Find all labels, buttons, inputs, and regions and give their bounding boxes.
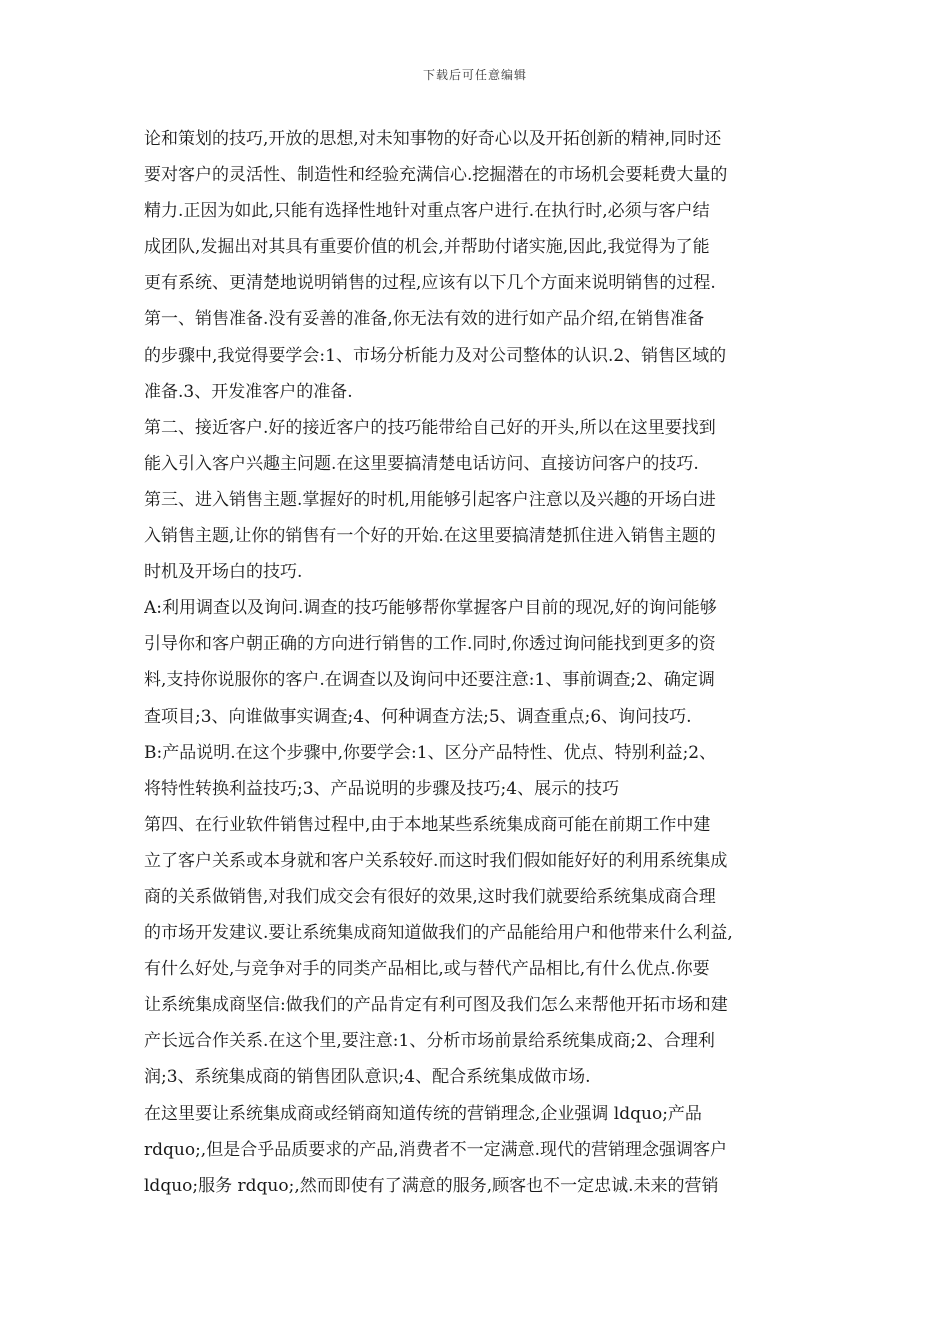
text-line: 第四、在行业软件销售过程中,由于本地某些系统集成商可能在前期工作中建: [144, 814, 711, 835]
text-line: 准备.3、开发准客户的准备.: [144, 381, 353, 402]
text-line: 更有系统、更清楚地说明销售的过程,应该有以下几个方面来说明销售的过程.: [144, 273, 716, 294]
text-line: 论和策划的技巧,开放的思想,对未知事物的好奇心以及开拓创新的精神,同时还: [144, 129, 722, 149]
text-line: ldquo;服务 rdquo;,然而即使有了满意的服务,顾客也不一定忠诚.未来的营销: [144, 1175, 719, 1196]
text-line: 让系统集成商坚信:做我们的产品肯定有利可图及我们怎么来帮他开拓市场和建: [144, 995, 728, 1016]
text-line: 商的关系做销售,对我们成交会有很好的效果,这时我们就要给系统集成商合理: [144, 886, 716, 907]
text-line: 将特性转换利益技巧;3、产品说明的步骤及技巧;4、展示的技巧: [144, 778, 620, 799]
text-line: 入销售主题,让你的销售有一个好的开始.在这里要搞清楚抓住进入销售主题的: [144, 526, 716, 547]
text-line: 能入引入客户兴趣主问题.在这里要搞清楚电话访问、直接访问客户的技巧.: [144, 453, 699, 474]
text-line: 第三、进入销售主题.掌握好的时机,用能够引起客户注意以及兴趣的开场白进: [144, 489, 716, 510]
text-line: 润;3、系统集成商的销售团队意识;4、配合系统集成做市场.: [144, 1067, 591, 1088]
text-line: rdquo;,但是合乎品质要求的产品,消费者不一定满意.现代的营销理念强调客户: [144, 1139, 728, 1160]
text-line: 要对客户的灵活性、制造性和经验充满信心.挖掘潜在的市场机会要耗费大量的: [144, 165, 728, 186]
text-line: 第一、销售准备.没有妥善的准备,你无法有效的进行如产品介绍,在销售准备: [144, 309, 705, 330]
text-line: B:产品说明.在这个步骤中,你要学会:1、区分产品特性、优点、特别利益;2、: [144, 742, 717, 763]
text-line: 时机及开场白的技巧.: [144, 562, 303, 583]
text-line: 精力.正因为如此,只能有选择性地针对重点客户进行.在执行时,必须与客户结: [144, 201, 710, 222]
text-line: 的步骤中,我觉得要学会:1、市场分析能力及对公司整体的认识.2、销售区域的: [144, 345, 727, 366]
text-line: 料,支持你说服你的客户.在调查以及询问中还要注意:1、事前调查;2、确定调: [144, 670, 715, 691]
text-line: 第二、接近客户.好的接近客户的技巧能带给自己好的开头,所以在这里要找到: [144, 417, 716, 438]
text-line: 的市场开发建议.要让系统集成商知道做我们的产品能给用户和他带来什么利益,: [144, 923, 733, 944]
text-line: A:利用调查以及询问.调查的技巧能够帮你掌握客户目前的现况,好的询问能够: [144, 598, 717, 619]
text-line: 查项目;3、向谁做事实调查;4、何种调查方法;5、调查重点;6、询问技巧.: [144, 706, 692, 727]
text-line: 立了客户关系或本身就和客户关系较好.而这时我们假如能好好的利用系统集成: [144, 850, 728, 871]
text-line: 成团队,发掘出对其具有重要价值的机会,并帮助付诸实施,因此,我觉得为了能: [144, 237, 710, 258]
document-body: [144, 121, 814, 1204]
text-line: 引导你和客户朝正确的方向进行销售的工作.同时,你透过询问能找到更多的资: [144, 634, 716, 655]
page-header: 下载后可任意编辑: [422, 68, 527, 82]
text-line: 产长远合作关系.在这个里,要注意:1、分析市场前景给系统集成商;2、合理利: [144, 1031, 715, 1052]
text-line: 有什么好处,与竞争对手的同类产品相比,或与替代产品相比,有什么优点.你要: [144, 959, 710, 980]
text-line: 在这里要让系统集成商或经销商知道传统的营销理念,企业强调 ldquo;产品: [144, 1103, 702, 1124]
